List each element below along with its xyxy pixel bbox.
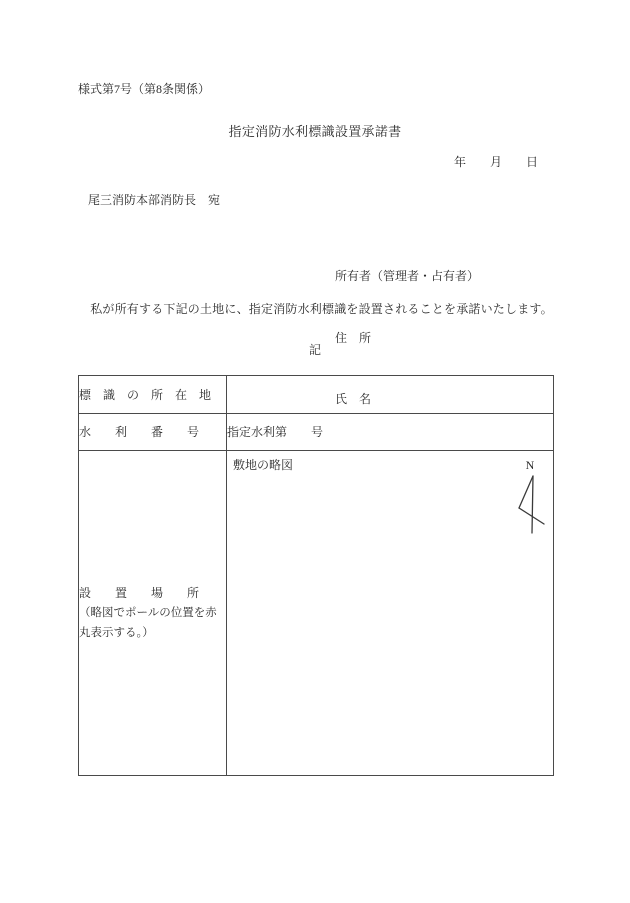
north-mark [511,459,549,534]
north-label: N [525,458,535,472]
sign-location-label: 標 識 の 所 在 地 [79,376,227,414]
table-row-installation-site [79,451,554,776]
consent-statement: 私が所有する下記の土地に、指定消防水利標識を設置されることを承諾いたします。 [78,302,553,316]
address-label: 住 所 [335,330,372,345]
installation-site-label-main: 設 置 場 所 [79,586,200,600]
form-number: 様式第7号（第8条関係） [78,82,211,96]
owner-label: 所有者（管理者・占有者） [335,269,480,283]
document-title: 指定消防水利標識設置承諾書 [228,124,402,139]
table-row-sign-location [79,376,554,414]
installation-site-label [79,451,227,776]
date-line: 年 月 日 [453,155,538,169]
site-sketch-cell [227,451,554,776]
sign-location-field [227,376,554,414]
addressee-line: 尾三消防本部消防長 宛 [88,193,221,207]
name-label: 氏 名 [335,392,372,406]
north-arrow-icon [511,472,549,534]
consent-form-table [78,375,554,776]
water-number-label: 水 利 番 号 [79,414,227,451]
water-number-field: 指定水利第 号 [227,414,554,451]
table-row-water-number [79,414,554,451]
section-mark: 記 [308,343,321,357]
sketch-caption: 敷地の略図 [233,458,294,472]
installation-site-label-note: （略図でポールの位置を赤丸表示する。） [79,607,217,639]
